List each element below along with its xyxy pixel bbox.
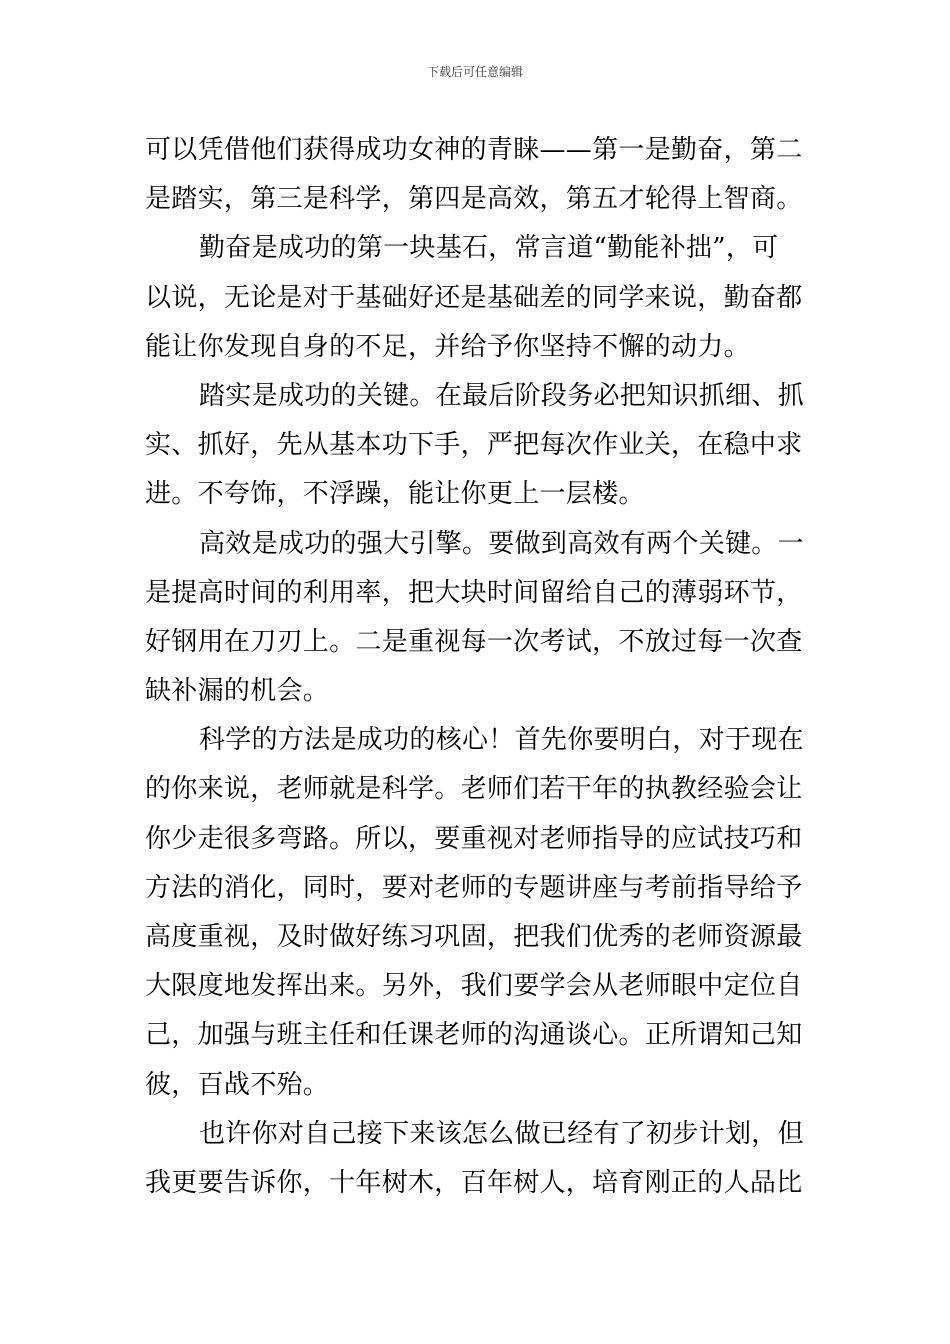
page-header-note: 下载后可任意编辑: [426, 65, 523, 79]
text-line: 己，加强与班主任和任课老师的沟通谈心。正所谓知己知: [145, 1020, 803, 1051]
text-line: 的你来说，老师就是科学。老师们若干年的执教经验会让: [145, 774, 803, 805]
text-line: 是提高时间的利用率，把大块时间留给自己的薄弱环节，: [145, 577, 803, 608]
text-line: 你少走很多弯路。所以，要重视对老师指导的应试技巧和: [145, 823, 803, 854]
text-line: 缺补漏的机会。: [145, 676, 330, 707]
text-line: 可以凭借他们获得成功女神的青睐——第一是勤奋，第二: [145, 135, 803, 165]
paragraph-first-line: 勤奋是成功的第一块基石，常言道“勤能补拙”，可: [199, 233, 779, 264]
paragraph-first-line: 高效是成功的强大引擎。要做到高效有两个关键。一: [199, 528, 804, 559]
paragraph-first-line: 也许你对自己接下来该怎么做已经有了初步计划，但: [199, 1118, 804, 1149]
text-line: 彼，百战不殆。: [145, 1069, 330, 1100]
text-line: 我更要告诉你，十年树木，百年树人，培育刚正的人品比: [145, 1167, 803, 1198]
text-line: 是踏实，第三是科学，第四是高效，第五才轮得上智商。: [145, 184, 803, 215]
text-line: 大限度地发挥出来。另外，我们要学会从老师眼中定位自: [145, 971, 803, 1002]
text-line: 好钢用在刀刃上。二是重视每一次考试，不放过每一次查: [145, 626, 803, 657]
text-line: 实、抓好，先从基本功下手，严把每次作业关，在稳中求: [145, 430, 803, 461]
text-line: 能让你发现自身的不足，并给予你坚持不懈的动力。: [145, 331, 750, 362]
paragraph-first-line: 踏实是成功的关键。在最后阶段务必把知识抓细、抓: [199, 380, 804, 411]
document-body: [145, 126, 815, 1208]
text-line: 进。不夸饰，不浮躁，能让你更上一层楼。: [145, 479, 645, 510]
text-line: 方法的消化，同时，要对老师的专题讲座与考前指导给予: [145, 872, 803, 903]
text-line: 以说，无论是对于基础好还是基础差的同学来说，勤奋都: [145, 282, 803, 313]
text-line: 高度重视，及时做好练习巩固，把我们优秀的老师资源最: [145, 922, 803, 952]
paragraph-first-line: 科学的方法是成功的核心！首先你要明白，对于现在: [199, 725, 804, 756]
